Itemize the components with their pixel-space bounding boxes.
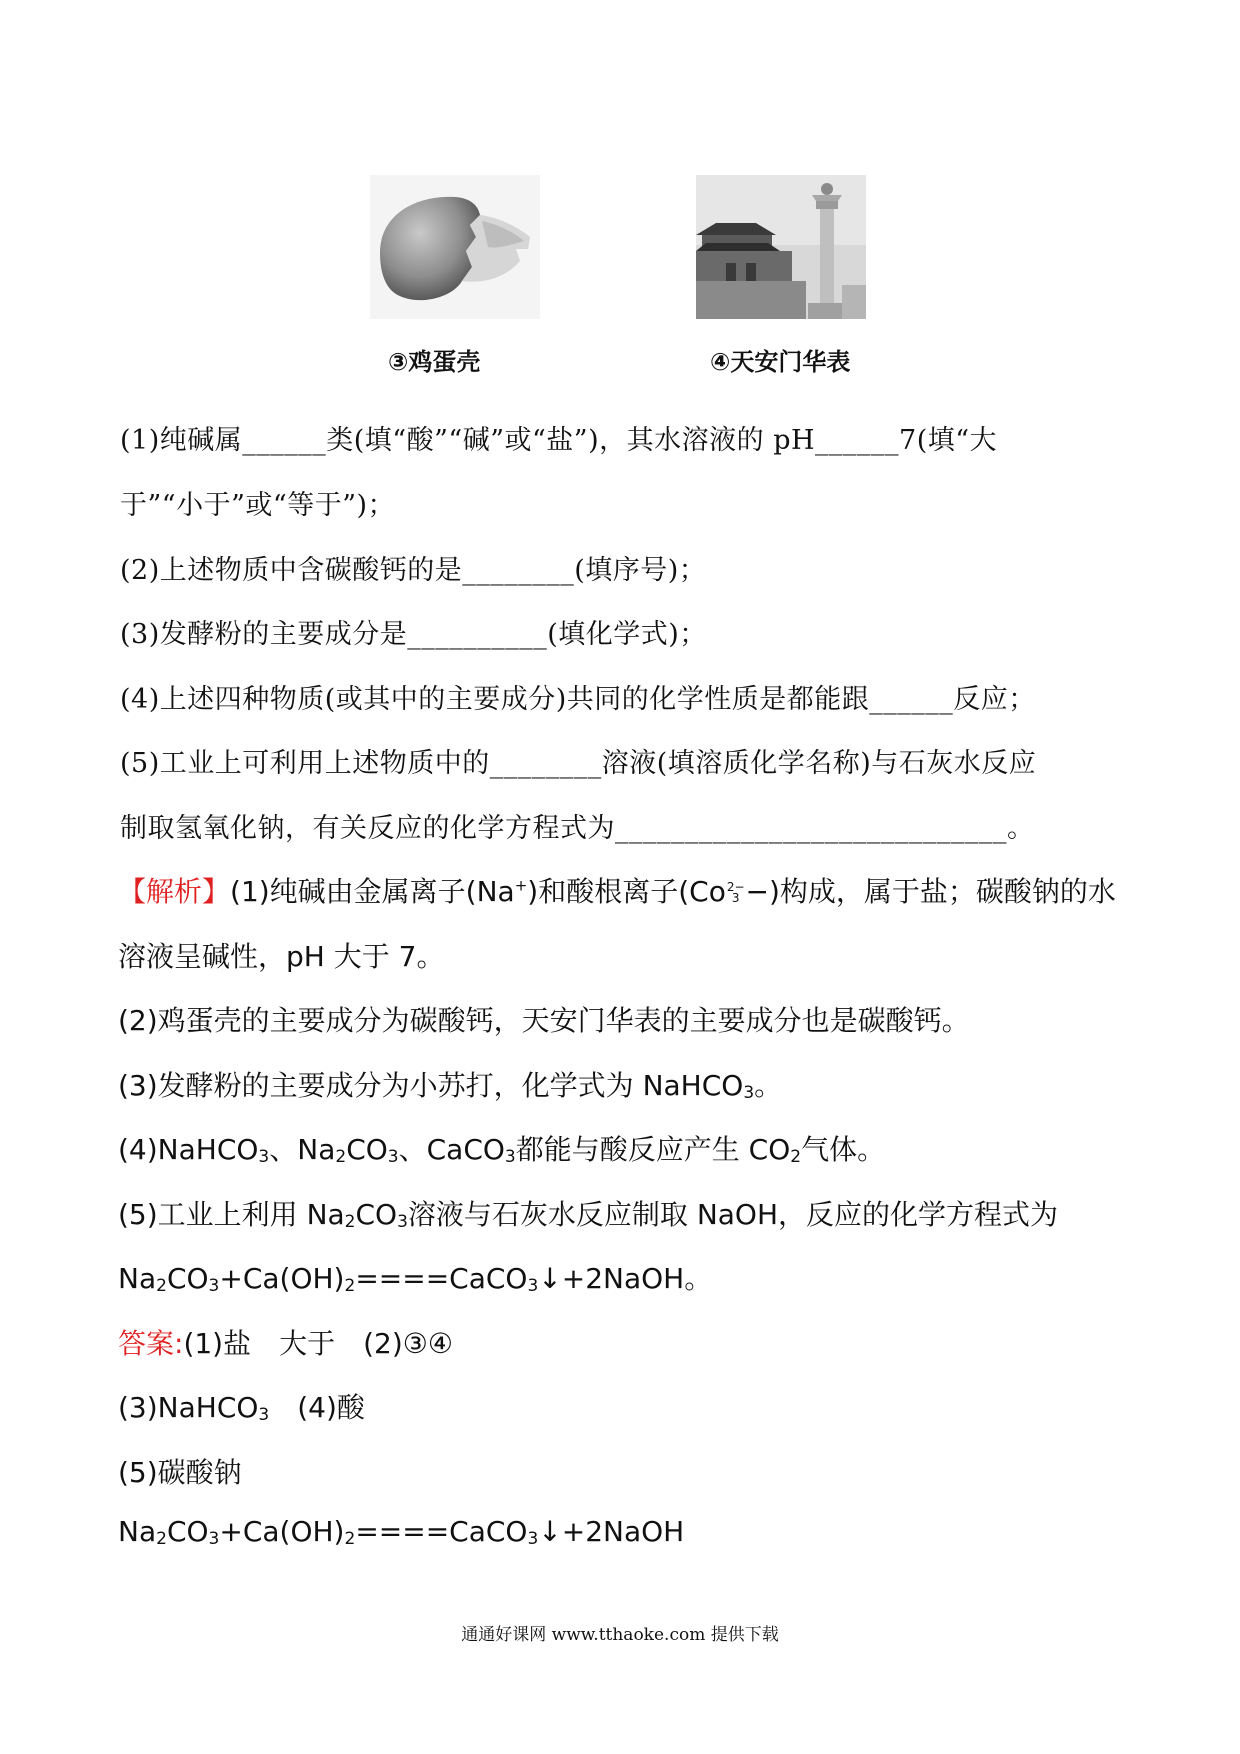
- carbonate-ion-charge: 2− 3: [726, 880, 745, 905]
- answer-line-3: (5)碳酸钠: [118, 1456, 242, 1489]
- analysis-line-1: 【解析】(1)纯碱由金属离子(Na+)和酸根离子(Co2− 3 −)构成，属于盐；碳酸钠的水: [118, 875, 1116, 908]
- answer-label: 答案:: [118, 1327, 184, 1360]
- question-4: (4)上述四种物质(或其中的主要成分)共同的化学性质是都能跟______反应；: [120, 684, 1036, 715]
- question-5-line-2: 制取氢氧化钠，有关反应的化学方程式为____________________________。: [120, 813, 1035, 844]
- huabiao-caption: ④天安门华表: [710, 348, 851, 376]
- analysis-line-6: (5)工业上利用 $Na_2CO_3$溶液与石灰水反应制取 NaOH，反应的化学方程式为: [118, 1198, 1059, 1232]
- answer-line-2: (3)NaHCO$_3$ (4)酸: [118, 1391, 365, 1425]
- analysis-line-2: 溶液呈碱性，pH 大于 7。: [118, 940, 445, 973]
- eggshell-photo-icon: [370, 175, 540, 319]
- analysis-line-5: (4)NaHCO$_3$、$Na_2CO_3$、CaCO$_3$都能与酸反应产生 $CO_2$气体。: [118, 1133, 886, 1167]
- question-1-line-1: (1)纯碱属______类(填“酸”“碱”或“盐”)，其水溶液的 pH______7(填“大: [120, 425, 998, 456]
- analysis-line-3: (2)鸡蛋壳的主要成分为碳酸钙，天安门华表的主要成分也是碳酸钙。: [118, 1004, 970, 1037]
- question-5-line-1: (5)工业上可利用上述物质中的________溶液(填溶质化学名称)与石灰水反应: [120, 748, 1037, 779]
- analysis-label: 【解析】: [118, 875, 231, 908]
- footer-source: 通通好课网 www.tthaoke.com 提供下载: [461, 1625, 779, 1645]
- question-3: (3)发酵粉的主要成分是__________(填化学式)；: [120, 619, 707, 650]
- analysis-line-4: (3)发酵粉的主要成分为小苏打，化学式为 NaHCO$_3$。: [118, 1069, 783, 1103]
- eggshell-caption: ③鸡蛋壳: [388, 348, 481, 376]
- answer-equation: $Na_2CO_3+Ca(OH)_2====CaCO_3↓+2NaOH$: [118, 1515, 685, 1549]
- answer-line-1: 答案:(1)盐 大于 (2)③④: [118, 1327, 453, 1360]
- tiananmen-huabiao-photo-icon: [696, 175, 866, 319]
- question-2: (2)上述物质中含碳酸钙的是________(填序号)；: [120, 555, 707, 586]
- question-1-line-2: 于”“小于”或“等于”)；: [120, 490, 396, 521]
- analysis-equation: $Na_2CO_3+Ca(OH)_2====CaCO_3↓+2NaOH$。: [118, 1262, 713, 1296]
